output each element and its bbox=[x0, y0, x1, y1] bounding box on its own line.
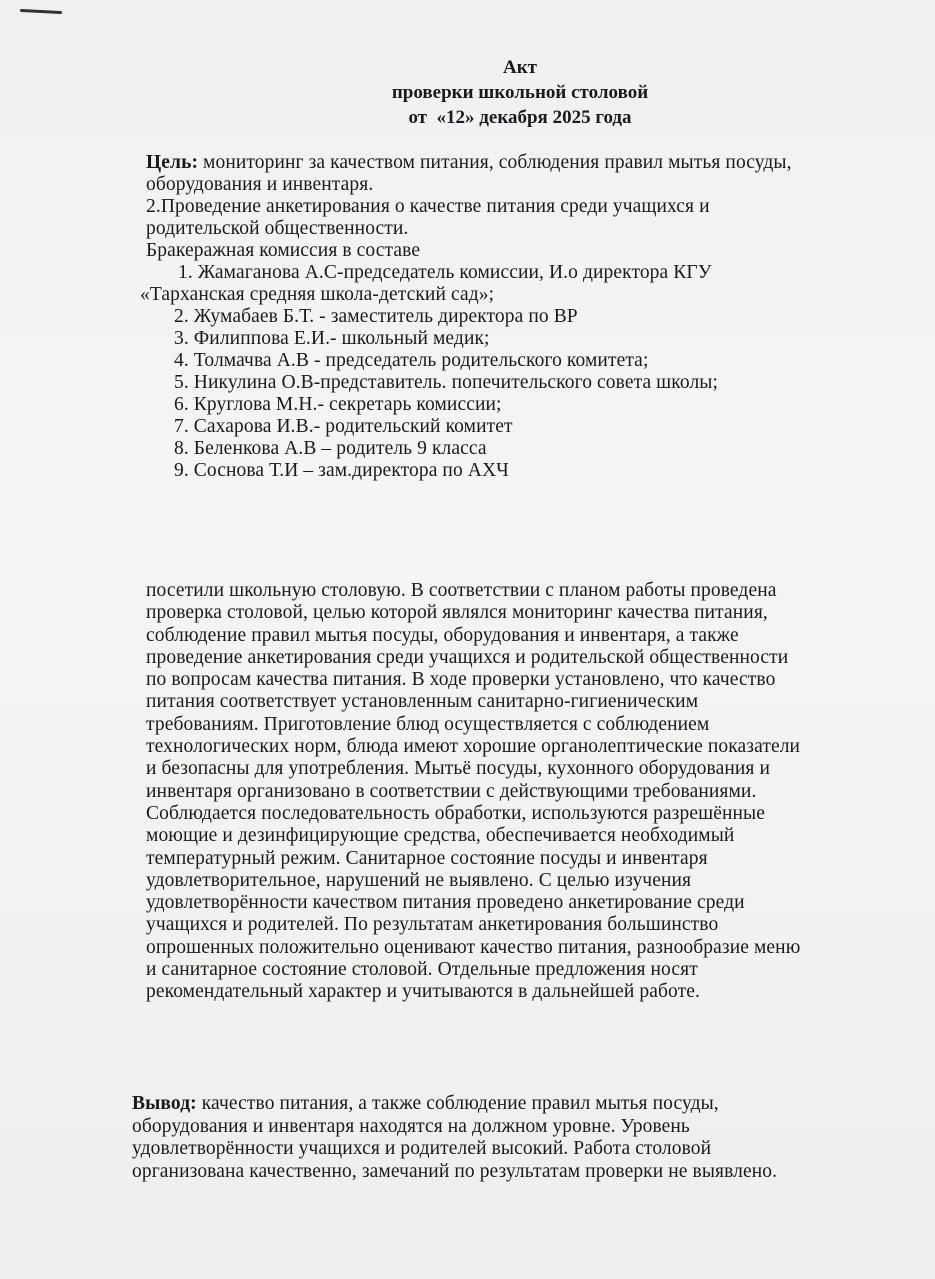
member-item: 2. Жумабаев Б.Т. - заместитель директора по ВР bbox=[174, 306, 578, 327]
paragraph-line: проведение анкетирования среди учащихся и родительской общественности bbox=[146, 646, 789, 668]
paragraph-line: учащихся и родителей. По результатам анкетирования большинство bbox=[146, 914, 719, 936]
paragraph-line: удовлетворительное, нарушений не выявлено. С целью изучения bbox=[146, 869, 692, 891]
member-item: 8. Беленкова А.В – родитель 9 класса bbox=[174, 438, 487, 459]
paragraph-line: питания соответствует установленным санитарно-гигиеническим bbox=[146, 691, 699, 713]
goal-text-1: мониторинг за качеством питания, соблюдения правил мытья посуды, bbox=[198, 152, 792, 173]
conclusion-label: Вывод: bbox=[132, 1093, 197, 1114]
document-title: Акт bbox=[502, 57, 537, 78]
goal-line-3: 2.Проведение анкетирования о качестве питания среди учащихся и bbox=[146, 196, 710, 217]
paragraph-line: Соблюдается последовательность обработки, используются разрешённые bbox=[146, 802, 765, 824]
paragraph-line: посетили школьную столовую. В соответствии с планом работы проведена bbox=[146, 580, 777, 601]
conclusion-line-1 bbox=[132, 1093, 912, 1116]
goal-label: Цель: bbox=[146, 152, 199, 173]
paragraph-line: температурный режим. Санитарное состояние посуды и инвентаря bbox=[146, 847, 708, 869]
goal-section bbox=[140, 152, 906, 482]
conclusion-line-4: организована качественно, замечаний по результатам проверки не выявлено. bbox=[132, 1160, 778, 1182]
member-item-continuation: «Тарханская средняя школа-детский сад»; bbox=[140, 284, 495, 305]
paragraph-line: соблюдение правил мытья посуды, оборудования и инвентаря, а также bbox=[146, 624, 739, 646]
member-item: 6. Круглова М.Н.- секретарь комиссии; bbox=[174, 394, 502, 415]
member-item: 4. Толмачва А.В - председатель родительского комитета; bbox=[174, 350, 649, 371]
pen-mark bbox=[20, 9, 62, 14]
main-paragraph bbox=[146, 580, 906, 1004]
document-date: от «12» декабря 2025 года bbox=[408, 107, 632, 128]
member-item: 3. Филиппова Е.И.- школьный медик; bbox=[174, 328, 490, 349]
paragraph-line: проверка столовой, целью которой являлся мониторинг качества питания, bbox=[146, 602, 768, 624]
commission-intro: Бракеражная комиссия в составе bbox=[146, 240, 421, 261]
paragraph-line: и безопасны для употребления. Мытьё посуды, кухонного оборудования и bbox=[146, 758, 770, 780]
paragraph-line: опрошенных положительно оценивают качество питания, разнообразие меню bbox=[146, 936, 801, 958]
goal-line-4: родительской общественности. bbox=[146, 218, 409, 239]
conclusion-line-3: удовлетворённости учащихся и родителей высокий. Работа столовой bbox=[132, 1138, 712, 1159]
paragraph-line: технологических норм, блюда имеют хорошие органолептические показатели bbox=[146, 736, 801, 758]
conclusion-line-2: оборудования и инвентаря находятся на должном уровне. Уровень bbox=[132, 1115, 690, 1137]
conclusion-section bbox=[132, 1093, 912, 1183]
goal-line-1 bbox=[146, 152, 906, 174]
member-item: 9. Соснова Т.И – зам.директора по АХЧ bbox=[174, 460, 509, 481]
paragraph-line: требованиям. Приготовление блюд осуществляется с соблюдением bbox=[146, 713, 710, 735]
goal-line-2: оборудования и инвентаря. bbox=[146, 174, 374, 195]
document-header bbox=[330, 55, 710, 130]
document-subtitle: проверки школьной столовой bbox=[391, 82, 649, 103]
conclusion-text-1: качество питания, а также соблюдение правил мытья посуды, bbox=[196, 1093, 719, 1114]
paragraph-line: и санитарное состояние столовой. Отдельные предложения носят bbox=[146, 959, 698, 981]
member-item: 7. Сахарова И.В.- родительский комитет bbox=[174, 416, 513, 437]
member-item: 1. Жамаганова А.С-председатель комиссии, И.о директора КГУ bbox=[178, 262, 712, 283]
paragraph-line: рекомендательный характер и учитываются в дальнейшей работе. bbox=[146, 981, 700, 1003]
paragraph-line: по вопросам качества питания. В ходе проверки установлено, что качество bbox=[146, 669, 776, 691]
paragraph-line: удовлетворённости качеством питания проведено анкетирование среди bbox=[146, 892, 745, 914]
paragraph-line: инвентаря организовано в соответствии с действующими требованиями. bbox=[146, 780, 757, 802]
member-item: 5. Никулина О.В-представитель. попечительского совета школы; bbox=[174, 372, 719, 393]
paragraph-line: моющие и дезинфицирующие средства, обеспечивается необходимый bbox=[146, 825, 735, 847]
